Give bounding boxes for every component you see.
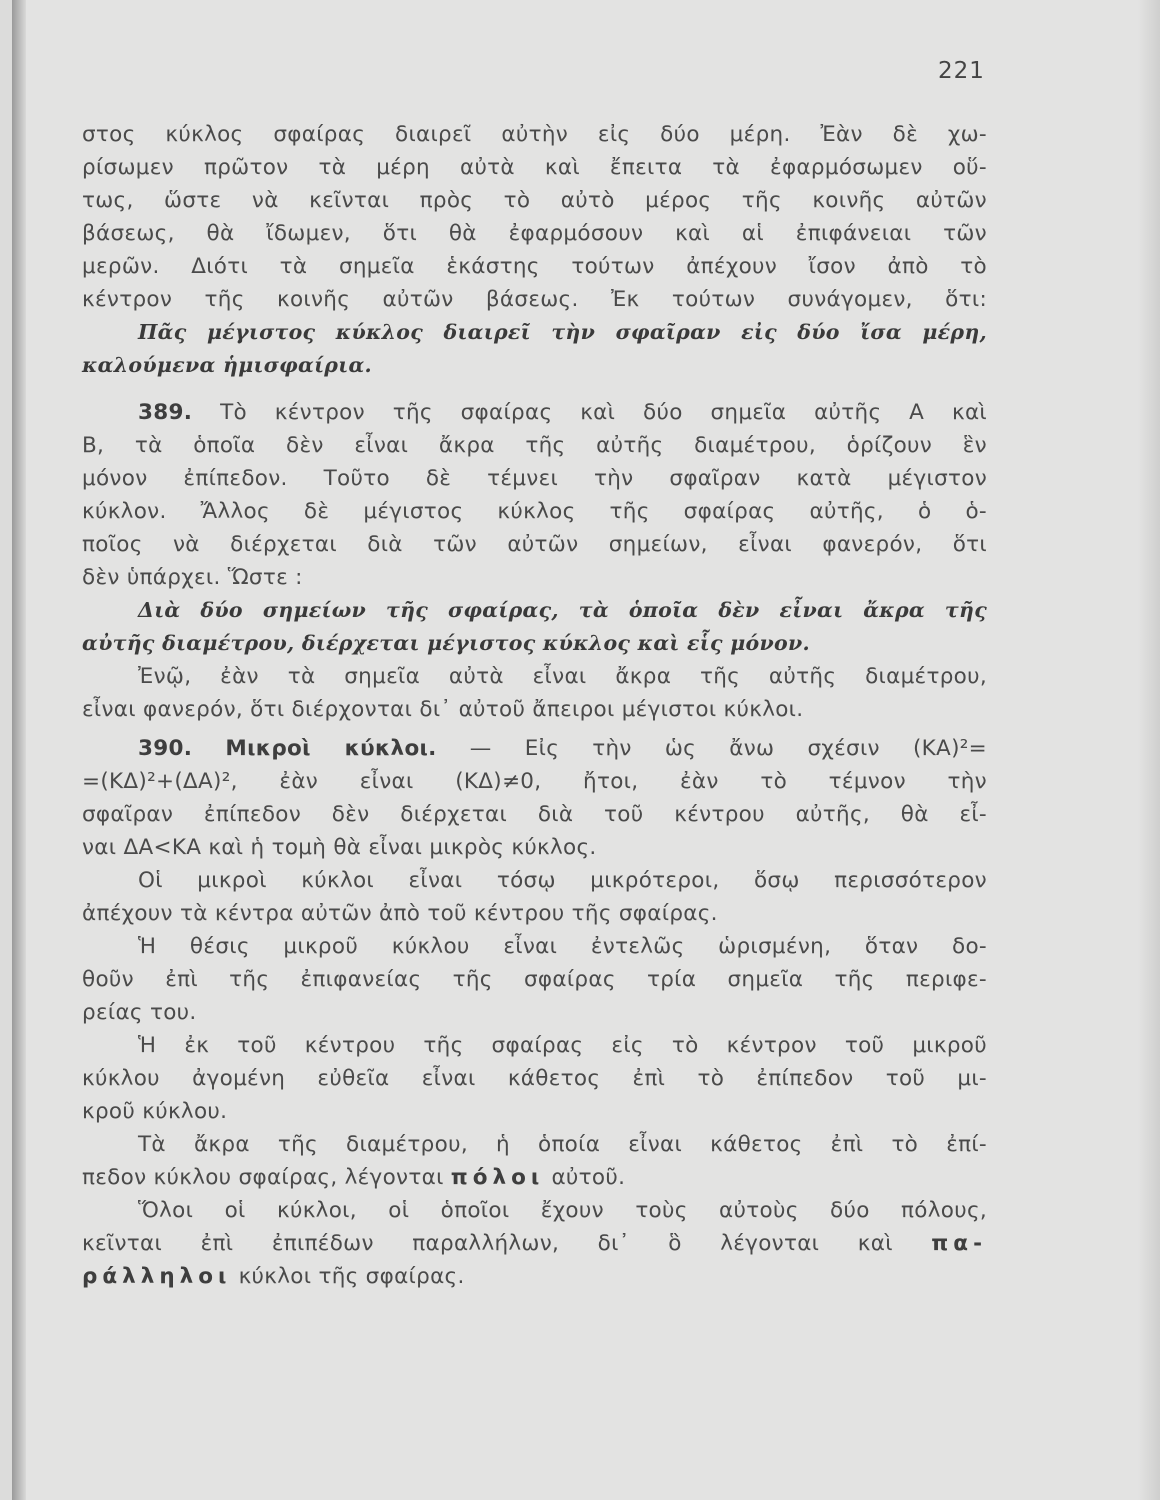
text-line: Τὰ ἄκρα τῆς διαμέτρου, ἡ ὁποία εἶναι κάθετος ἐπὶ τὸ ἐπί- <box>138 1132 987 1157</box>
text-line: εἶναι φανερόν, ὅτι διέρχονται δι᾽ αὐτοῦ ἄπειροι μέγιστοι κύκλοι. <box>82 697 804 722</box>
text-line: Ἡ ἐκ τοῦ κέντρου τῆς σφαίρας εἰς τὸ κέντρον τοῦ μικροῦ <box>138 1033 987 1058</box>
text-line: τως, ὥστε νὰ κεῖνται πρὸς τὸ αὐτὸ μέρος τῆς κοινῆς αὐτῶν <box>82 188 987 213</box>
text-span: κεῖνται ἐπὶ ἐπιπέδων παραλλήλων, δι᾽ ὃ λέγονται καὶ <box>82 1231 893 1256</box>
text-line: μόνον ἐπίπεδον. Τοῦτο δὲ τέμνει τὴν σφαῖραν κατὰ μέγιστον <box>82 466 987 491</box>
text-line <box>82 1161 987 1194</box>
section-number: 390. <box>138 736 193 761</box>
text-line: Β, τὰ ὁποῖα δὲν εἶναι ἄκρα τῆς αὐτῆς διαμέτρου, ὁρίζουν ἓν <box>82 433 987 458</box>
text-span: πεδον κύκλου σφαίρας, λέγονται <box>82 1165 444 1190</box>
page-edge-shadow <box>1138 0 1160 1500</box>
text-line: κύκλον. Ἄλλος δὲ μέγιστος κύκλος τῆς σφαίρας αὐτῆς, ὁ ὁ- <box>82 499 987 524</box>
text-line: στος κύκλος σφαίρας διαιρεῖ αὐτὴν εἰς δύο μέρη. Ἐὰν δὲ χω- <box>82 122 987 147</box>
text-line: ρείας του. <box>82 1000 197 1025</box>
text-line: =(ΚΔ)²+(ΔΑ)², ἐὰν εἶναι (ΚΔ)≠0, ἤτοι, ἐὰν τὸ τέμνον τὴν <box>82 769 987 794</box>
text-line: ἀπέχουν τὰ κέντρα αὐτῶν ἀπὸ τοῦ κέντρου τῆς σφαίρας. <box>82 901 718 926</box>
text-line: ρίσωμεν πρῶτον τὰ μέρη αὐτὰ καὶ ἔπειτα τὰ ἐφαρμόσωμεν οὕ- <box>82 155 987 180</box>
text-line: Ὅλοι οἱ κύκλοι, οἱ ὁποῖοι ἔχουν τοὺς αὐτοὺς δύο πόλους, <box>138 1198 987 1223</box>
page-number: 221 <box>938 58 985 84</box>
text-line: κύκλου ἀγομένη εὐθεῖα εἶναι κάθετος ἐπὶ τὸ ἐπίπεδον τοῦ μι- <box>82 1066 987 1091</box>
text-line <box>82 1227 987 1260</box>
text-line <box>82 1260 987 1293</box>
text-line: Ἐνῷ, ἐὰν τὰ σημεῖα αὐτὰ εἶναι ἄκρα τῆς αὐτῆς διαμέτρου, <box>138 664 987 689</box>
theorem-line: καλούμενα ἡμισφαίρια. <box>82 353 372 377</box>
text-line: βάσεως, θὰ ἴδωμεν, ὅτι θὰ ἐφαρμόσουν καὶ αἱ ἐπιφάνειαι τῶν <box>82 221 987 246</box>
text-line: ναι ΔΑ<ΚΑ καὶ ἡ τομὴ θὰ εἶναι μικρὸς κύκλος. <box>82 835 597 860</box>
theorem-line: Διὰ δύο σημείων τῆς σφαίρας, τὰ ὁποῖα δὲν εἶναι ἄκρα τῆς <box>138 598 987 622</box>
text-line: Ἡ θέσις μικροῦ κύκλου εἶναι ἐντελῶς ὡρισμένη, ὅταν δο- <box>138 934 987 959</box>
text-line: σφαῖραν ἐπίπεδον δὲν διέρχεται διὰ τοῦ κέντρου αὐτῆς, θὰ εἶ- <box>82 802 987 827</box>
text-line: Οἱ μικροὶ κύκλοι εἶναι τόσῳ μικρότεροι, ὅσῳ περισσότερον <box>138 868 987 893</box>
text-line: κροῦ κύκλου. <box>82 1099 228 1124</box>
text-line: ποῖος νὰ διέρχεται διὰ τῶν αὐτῶν σημείων, εἶναι φανερόν, ὅτι <box>82 532 987 557</box>
text-line: δὲν ὑπάρχει. Ὥστε : <box>82 565 303 590</box>
section-number: 389. <box>138 400 193 425</box>
text-line: κέντρον τῆς κοινῆς αὐτῶν βάσεως. Ἐκ τούτων συνάγομεν, ὅτι: <box>82 287 987 312</box>
book-page <box>12 0 1160 1500</box>
term-parallel-part2: ράλληλοι <box>82 1264 232 1289</box>
text-line: θοῦν ἐπὶ τῆς ἐπιφανείας τῆς σφαίρας τρία σημεῖα τῆς περιφε- <box>82 967 987 992</box>
text-span: — Εἰς τὴν ὡς ἄνω σχέσιν (ΚΑ)²= <box>469 736 987 761</box>
body-text <box>82 118 987 1293</box>
page-gutter-shadow <box>12 0 26 1500</box>
text-span: κύκλοι τῆς σφαίρας. <box>238 1264 465 1289</box>
section-389-first-line <box>82 396 987 429</box>
theorem-line: Πᾶς μέγιστος κύκλος διαιρεῖ τὴν σφαῖραν εἰς δύο ἴσα μέρη, <box>138 320 987 344</box>
theorem-line: αὐτῆς διαμέτρου, διέρχεται μέγιστος κύκλος καὶ εἷς μόνον. <box>82 631 810 655</box>
term-poloi: πόλοι <box>450 1165 545 1190</box>
text-span: αὐτοῦ. <box>551 1165 626 1190</box>
text-span: Τὸ κέντρον τῆς σφαίρας καὶ δύο σημεῖα αὐτῆς Α καὶ <box>220 400 987 425</box>
text-line: μερῶν. Διότι τὰ σημεῖα ἑκάστης τούτων ἀπέχουν ἴσον ἀπὸ τὸ <box>82 254 987 279</box>
section-heading: Μικροὶ κύκλοι. <box>225 736 437 761</box>
section-390-first-line <box>82 732 987 765</box>
term-parallel-part1: πα- <box>931 1231 987 1256</box>
